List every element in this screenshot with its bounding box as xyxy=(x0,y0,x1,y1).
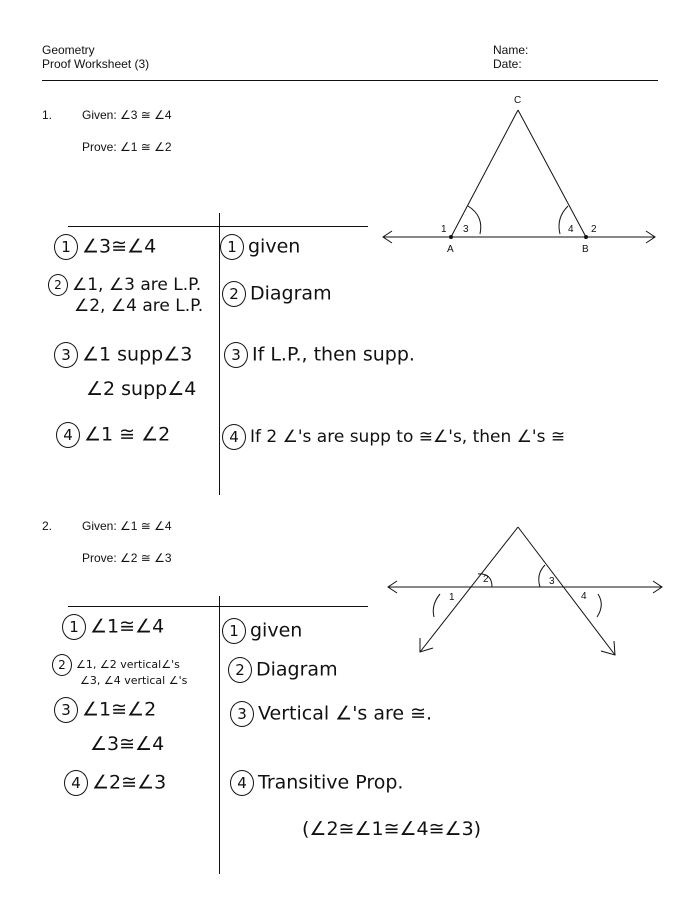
p2-step-1-reason: 1 given xyxy=(222,618,302,644)
problem-1-number: 1. xyxy=(42,108,53,122)
p1-step-1-reason: 1 given xyxy=(220,234,300,260)
p1-step-3-number: 3 xyxy=(54,342,78,368)
p2-angle-1: 1 xyxy=(449,592,455,603)
p2-step-2-reason-number: 2 xyxy=(228,657,252,683)
p1-step-3-reason: 3 If L.P., then supp. xyxy=(224,342,415,368)
p2-step-1-statement: 1 ∠1≅∠4 xyxy=(62,614,164,640)
p2-tchart-top xyxy=(68,606,368,607)
p1-angle-3: 3 xyxy=(463,224,469,235)
p2-angle-2: 2 xyxy=(483,574,489,585)
p1-step-2-statement: 2 ∠1, ∠3 are L.P. xyxy=(48,274,201,296)
p2-step-2-number: 2 xyxy=(52,654,72,676)
p2-step-3-statement-2: ∠3≅∠4 xyxy=(90,733,165,755)
p2-angle-4: 4 xyxy=(581,591,587,602)
p2-step-1-number: 1 xyxy=(62,614,86,640)
p1-angle-4: 4 xyxy=(568,224,574,235)
p2-step-2-statement-2: ∠3, ∠4 vertical ∠'s xyxy=(80,674,188,687)
problem-2-given: Given: ∠1 ≅ ∠4 xyxy=(82,519,172,533)
p2-step-3-statement: 3 ∠1≅∠2 xyxy=(54,697,156,723)
p1-step-4-number: 4 xyxy=(56,422,80,448)
subject-title: Geometry xyxy=(42,43,95,57)
p1-step-4-reason: 4 If 2 ∠'s are supp to ≅∠'s, then ∠'s ≅ xyxy=(222,424,565,450)
problem-1-prove: Prove: ∠1 ≅ ∠2 xyxy=(82,140,172,154)
date-label: Date: xyxy=(493,57,522,71)
p2-step-3-number: 3 xyxy=(54,697,78,723)
problem-2-prove: Prove: ∠2 ≅ ∠3 xyxy=(82,551,172,565)
p1-step-3-statement: 3 ∠1 supp∠3 xyxy=(54,342,192,368)
name-label: Name: xyxy=(493,43,529,57)
p1-step-2-reason-number: 2 xyxy=(222,281,246,307)
p2-step-2-reason: 2 Diagram xyxy=(228,657,338,683)
p1-step-2-number: 2 xyxy=(48,274,68,296)
p2-tchart-divider xyxy=(219,596,220,874)
p1-step-3-reason-number: 3 xyxy=(224,342,248,368)
p1-step-2-statement-2: ∠2, ∠4 are L.P. xyxy=(74,296,204,316)
p1-angle-1: 1 xyxy=(441,224,447,235)
p2-step-4-statement: 4 ∠2≅∠3 xyxy=(64,770,166,796)
p1-angle-2: 2 xyxy=(591,224,597,235)
p1-label-a: A xyxy=(447,244,454,255)
problem-2-number: 2. xyxy=(42,519,53,533)
p1-step-4-reason-number: 4 xyxy=(222,424,246,450)
p1-step-2-reason: 2 Diagram xyxy=(222,281,332,307)
p2-step-3-reason: 3 Vertical ∠'s are ≅. xyxy=(230,701,432,727)
p2-step-1-reason-number: 1 xyxy=(222,618,246,644)
p1-label-b: B xyxy=(582,244,589,255)
p1-label-c: C xyxy=(514,95,522,106)
p2-angle-3: 3 xyxy=(549,576,555,587)
p1-step-1-reason-number: 1 xyxy=(220,234,244,260)
p2-step-4-number: 4 xyxy=(64,770,88,796)
p2-step-4-reason-number: 4 xyxy=(230,770,254,796)
worksheet-title: Proof Worksheet (3) xyxy=(42,57,150,71)
p2-step-2-statement: 2 ∠1, ∠2 vertical∠'s xyxy=(52,654,180,676)
p1-step-1-number: 1 xyxy=(54,234,78,260)
p2-step-4-reason: 4 Transitive Prop. xyxy=(230,770,403,796)
p1-step-1-statement: 1 ∠3≅∠4 xyxy=(54,234,156,260)
p2-step-3-reason-number: 3 xyxy=(230,701,254,727)
p2-step-4-reason-2: (∠2≅∠1≅∠4≅∠3) xyxy=(302,818,482,840)
p1-step-3-statement-2: ∠2 supp∠4 xyxy=(86,378,197,400)
problem-1-given: Given: ∠3 ≅ ∠4 xyxy=(82,108,172,122)
p1-step-4-statement: 4 ∠1 ≅ ∠2 xyxy=(56,422,170,448)
